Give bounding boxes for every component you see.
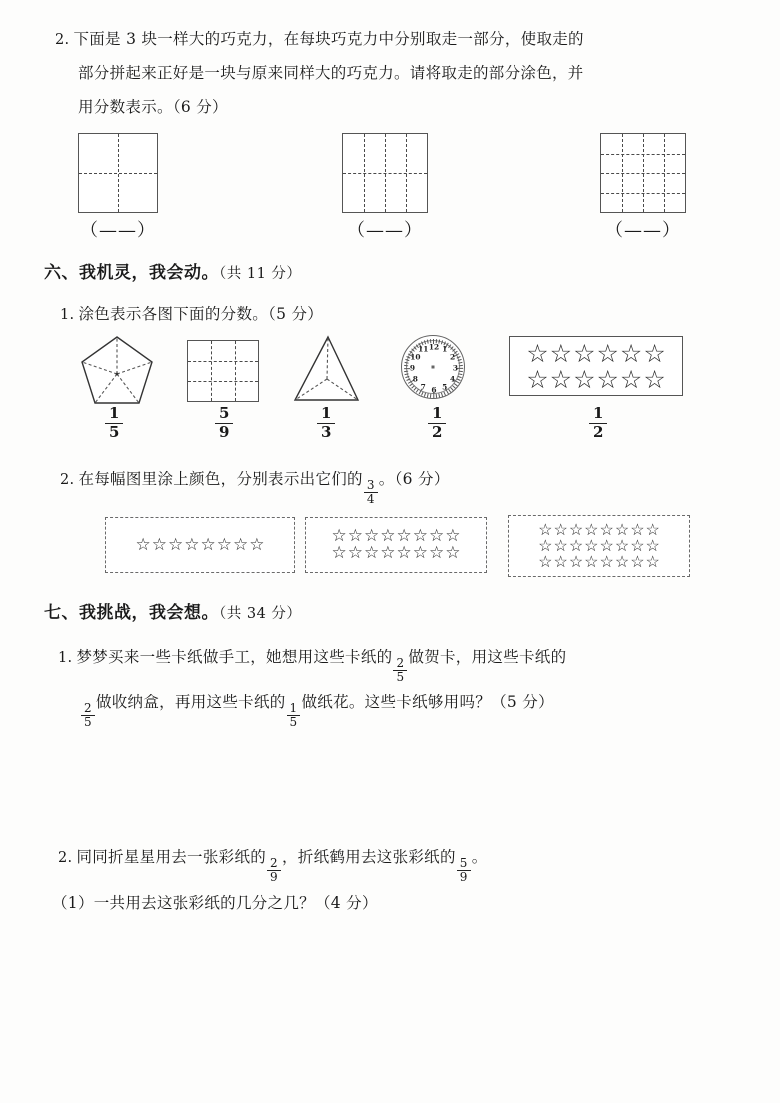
star-icon[interactable]: ☆: [249, 534, 265, 555]
star-icon[interactable]: ☆: [619, 338, 643, 368]
star-icon[interactable]: ☆: [526, 338, 549, 368]
fraction-denominator: 5: [393, 670, 407, 684]
star-rectangle-fraction: [589, 406, 607, 441]
choco-question-line-1: [55, 22, 584, 57]
star-icon[interactable]: ☆: [184, 534, 200, 555]
sec7-q1-line-1: [58, 640, 566, 684]
star-icon[interactable]: ☆: [200, 534, 216, 555]
clock-tick: [404, 367, 410, 368]
sec7-q1-text-d: 做纸花。这些卡纸够用吗？: [301, 693, 492, 711]
clock-tick: [459, 364, 463, 365]
fraction-denominator: 2: [428, 423, 446, 441]
section-six-heading: [44, 258, 301, 283]
divider-h: [79, 173, 157, 174]
grid-fraction: [215, 406, 233, 441]
divider-h: [343, 173, 427, 174]
sec6-q2-number: 2.: [60, 472, 75, 488]
star-row: [332, 545, 461, 562]
sec6-q1-points: （5 分）: [268, 305, 324, 323]
sec7-q2-sub1-line: [52, 886, 378, 920]
star-icon[interactable]: ☆: [630, 520, 645, 539]
fraction-denominator: 3: [317, 423, 335, 441]
star-icon[interactable]: ☆: [645, 552, 660, 571]
star-icon[interactable]: ☆: [445, 543, 461, 563]
fraction-denominator: 4: [364, 492, 378, 506]
star-box-eight[interactable]: [105, 517, 295, 573]
divider-h: [601, 193, 685, 194]
fraction-numerator: 1: [289, 701, 298, 716]
star-box-sixteen[interactable]: [305, 517, 487, 573]
sec6-q1-text: 涂色表示各图下面的分数。: [78, 305, 269, 323]
choco-answer-blank-2[interactable]: （——）: [347, 220, 423, 241]
sec6-q2-text-before: 在每幅图里涂上颜色，分别表示出它们的: [78, 470, 363, 488]
choco-answer-blank-1[interactable]: （——）: [80, 220, 156, 241]
sec6-q2-text-after: 。: [378, 470, 395, 488]
star-icon[interactable]: ☆: [168, 534, 184, 555]
star-icon[interactable]: ☆: [584, 536, 599, 555]
clock-numeral: 5: [442, 382, 448, 392]
star-icon[interactable]: ☆: [151, 534, 167, 555]
star-icon[interactable]: ☆: [619, 364, 643, 394]
choco-answer-blank-3[interactable]: （——）: [605, 220, 681, 241]
star-rectangle-figure[interactable]: [509, 336, 683, 396]
sec7-q1-number: 1.: [58, 650, 73, 666]
sec6-q2-fraction: [364, 479, 378, 506]
star-icon[interactable]: ☆: [553, 536, 568, 555]
star-icon[interactable]: ☆: [596, 338, 619, 368]
sec7-q1-points: （5 分）: [491, 693, 554, 711]
star-icon[interactable]: ☆: [364, 543, 380, 563]
star-icon[interactable]: ☆: [553, 520, 568, 539]
section-seven-heading: [44, 598, 301, 623]
clock-tick: [405, 373, 409, 375]
star-icon[interactable]: ☆: [331, 543, 347, 563]
star-icon[interactable]: ☆: [614, 552, 630, 571]
clock-tick: [458, 361, 462, 363]
sec7-q1-text-c: 做收纳盒，再用这些卡纸的: [95, 693, 286, 711]
divider-v: [235, 341, 236, 401]
star-icon[interactable]: ☆: [396, 526, 412, 546]
star-icon[interactable]: ☆: [643, 338, 666, 368]
star-icon[interactable]: ☆: [429, 526, 445, 546]
sec7-q2-sub1-points: （4 分）: [314, 894, 378, 912]
fraction-numerator: 1: [321, 404, 332, 422]
choco-figure-1[interactable]: [78, 133, 158, 213]
clock-tick: [458, 375, 462, 377]
star-icon[interactable]: ☆: [526, 364, 549, 394]
divider-h: [601, 154, 685, 155]
sec7-q1-fraction-3: [287, 702, 301, 729]
sec7-q1-fraction-2: [81, 702, 95, 729]
star-icon[interactable]: ☆: [573, 364, 596, 394]
star-icon[interactable]: ☆: [538, 536, 553, 555]
star-row: [135, 534, 265, 555]
sec6-q1-line: [60, 297, 323, 332]
star-icon[interactable]: ☆: [549, 338, 573, 368]
clock-center-dot: [432, 366, 435, 369]
grid-figure-nine[interactable]: [187, 340, 259, 402]
clock-tick: [404, 364, 408, 365]
star-box-twentyfour[interactable]: [508, 515, 690, 577]
clock-numeral: 8: [412, 374, 418, 384]
clock-tick: [424, 392, 426, 396]
fraction-numerator: 5: [219, 404, 230, 422]
fraction-denominator: 5: [287, 715, 301, 729]
star-icon[interactable]: ☆: [645, 520, 660, 539]
pentagon-fraction: [105, 406, 123, 441]
fraction-numerator: 2: [270, 856, 278, 871]
sec7-q2-text-a: 同同折星星用去一张彩纸的: [76, 848, 267, 866]
sec7-q1-fraction-1: [393, 657, 407, 684]
divider-v: [211, 341, 212, 401]
star-icon[interactable]: ☆: [549, 364, 573, 394]
sec7-q1-line-2: [80, 685, 554, 729]
star-icon[interactable]: ☆: [584, 552, 599, 571]
fraction-denominator: 5: [105, 423, 123, 441]
choco-question-number: 2.: [55, 32, 70, 48]
section-seven-title: 七、我挑战，我会想。: [44, 603, 219, 623]
star-icon[interactable]: ☆: [347, 526, 363, 546]
star-icon[interactable]: ☆: [412, 526, 428, 546]
pentagon-figure[interactable]: [79, 334, 155, 406]
star-icon[interactable]: ☆: [643, 364, 666, 394]
triangle-fraction: [317, 406, 335, 441]
star-icon[interactable]: ☆: [599, 536, 614, 555]
clock-tick: [458, 373, 462, 375]
clock-numeral: 9: [409, 363, 416, 373]
star-row: [538, 554, 660, 570]
divider-h: [601, 173, 685, 174]
clock-numeral: 11: [418, 344, 429, 354]
clock-tick: [427, 393, 429, 397]
star-icon[interactable]: ☆: [568, 552, 584, 571]
star-icon[interactable]: ☆: [331, 526, 347, 546]
star-icon[interactable]: ☆: [614, 520, 630, 539]
star-icon[interactable]: ☆: [630, 552, 645, 571]
clock-numeral: 3: [452, 363, 459, 373]
clock-tick: [457, 378, 461, 381]
star-icon[interactable]: ☆: [396, 543, 412, 563]
choco-question-points: （6 分）: [172, 98, 228, 116]
clock-numeral: 1: [442, 344, 448, 354]
divider-h: [188, 361, 258, 362]
star-icon[interactable]: ☆: [645, 536, 660, 555]
choco-figure-2[interactable]: [342, 133, 428, 213]
clock-fraction: [428, 406, 446, 441]
star-icon[interactable]: ☆: [380, 526, 396, 546]
star-icon[interactable]: ☆: [630, 536, 645, 555]
star-icon[interactable]: ☆: [596, 364, 619, 394]
star-icon[interactable]: ☆: [553, 552, 568, 571]
choco-figure-3[interactable]: [600, 133, 686, 213]
star-icon[interactable]: ☆: [233, 534, 249, 555]
choco-question-line-3: [78, 90, 228, 124]
star-icon[interactable]: ☆: [568, 536, 584, 555]
star-icon[interactable]: ☆: [599, 552, 614, 571]
fraction-numerator: 1: [593, 404, 604, 422]
sec7-q2-number: 2.: [58, 850, 73, 866]
section-six-title: 六、我机灵，我会动。: [44, 263, 219, 283]
star-icon[interactable]: ☆: [614, 536, 630, 555]
clock-numeral: 6: [431, 385, 437, 394]
section-seven-points: （共 34 分）: [219, 606, 302, 622]
fraction-numerator: 2: [84, 701, 92, 716]
fraction-numerator: 5: [459, 856, 468, 871]
sec6-q2-line: [60, 462, 450, 506]
clock-numeral: 10: [410, 352, 421, 362]
clock-tick: [404, 370, 408, 371]
sec7-q2-fraction-2: [457, 857, 471, 884]
star-icon[interactable]: ☆: [429, 543, 445, 563]
clock-tick: [458, 358, 462, 360]
star-row: [526, 338, 666, 368]
star-icon[interactable]: ☆: [599, 520, 614, 539]
fraction-denominator: 9: [457, 870, 471, 884]
sec7-q1-text-b: 做贺卡，用这些卡纸的: [408, 648, 567, 666]
star-icon[interactable]: ☆: [538, 520, 553, 539]
star-icon[interactable]: ☆: [412, 543, 428, 563]
fraction-denominator: 9: [215, 423, 233, 441]
star-icon[interactable]: ☆: [573, 338, 596, 368]
sec7-q2-fraction-1: [267, 857, 281, 884]
clock-numeral: 7: [420, 382, 426, 392]
clock-tick: [405, 361, 409, 363]
divider-h: [188, 381, 258, 382]
clock-numeral: 2: [450, 352, 456, 362]
fraction-denominator: 2: [589, 423, 607, 441]
star-icon[interactable]: ☆: [364, 526, 380, 546]
choco-question-text-1: 下面是 3 块一样大的巧克力，在每块巧克力中分别取走一部分，使取走的: [73, 30, 584, 48]
sec7-q1-text-a: 梦梦买来一些卡纸做手工，她想用这些卡纸的: [76, 648, 393, 666]
fraction-numerator: 1: [109, 404, 120, 422]
star-row: [526, 364, 666, 394]
choco-question-text-3: 用分数表示。: [78, 98, 173, 116]
clock-numeral: 4: [450, 374, 456, 384]
sec6-q2-points: （6 分）: [394, 470, 450, 488]
sec7-q2-sub1-text: （1）一共用去这张彩纸的几分之几？: [52, 894, 315, 912]
clock-tick: [438, 393, 440, 397]
choco-question-line-2: 部分拼起来正好是一块与原来同样大的巧克力。请将取走的部分涂色，并: [78, 64, 584, 82]
triangle-figure[interactable]: [290, 334, 362, 404]
clock-tick: [459, 370, 463, 371]
sec7-q2-line-1: [58, 840, 488, 884]
star-icon[interactable]: ☆: [568, 520, 584, 539]
star-icon[interactable]: ☆: [584, 520, 599, 539]
sec6-q1-number: 1.: [60, 307, 75, 323]
star-icon[interactable]: ☆: [445, 526, 461, 546]
star-icon[interactable]: ☆: [538, 552, 553, 571]
fraction-numerator: 3: [366, 478, 375, 493]
fraction-denominator: 5: [81, 715, 95, 729]
fraction-denominator: 9: [267, 870, 281, 884]
star-icon[interactable]: ☆: [380, 543, 396, 563]
sec7-q2-text-b: ，折纸鹤用去这张彩纸的: [281, 848, 456, 866]
sec7-q2-text-c: 。: [471, 848, 488, 866]
fraction-numerator: 1: [432, 404, 443, 422]
clock-figure[interactable]: [401, 335, 465, 399]
star-icon[interactable]: ☆: [216, 534, 232, 555]
clock-numeral: 12: [428, 342, 440, 351]
section-six-points: （共 11 分）: [219, 266, 302, 282]
fraction-numerator: 2: [396, 656, 405, 671]
star-icon[interactable]: ☆: [347, 543, 363, 563]
clock-tick: [458, 367, 464, 368]
star-icon[interactable]: ☆: [135, 534, 151, 555]
